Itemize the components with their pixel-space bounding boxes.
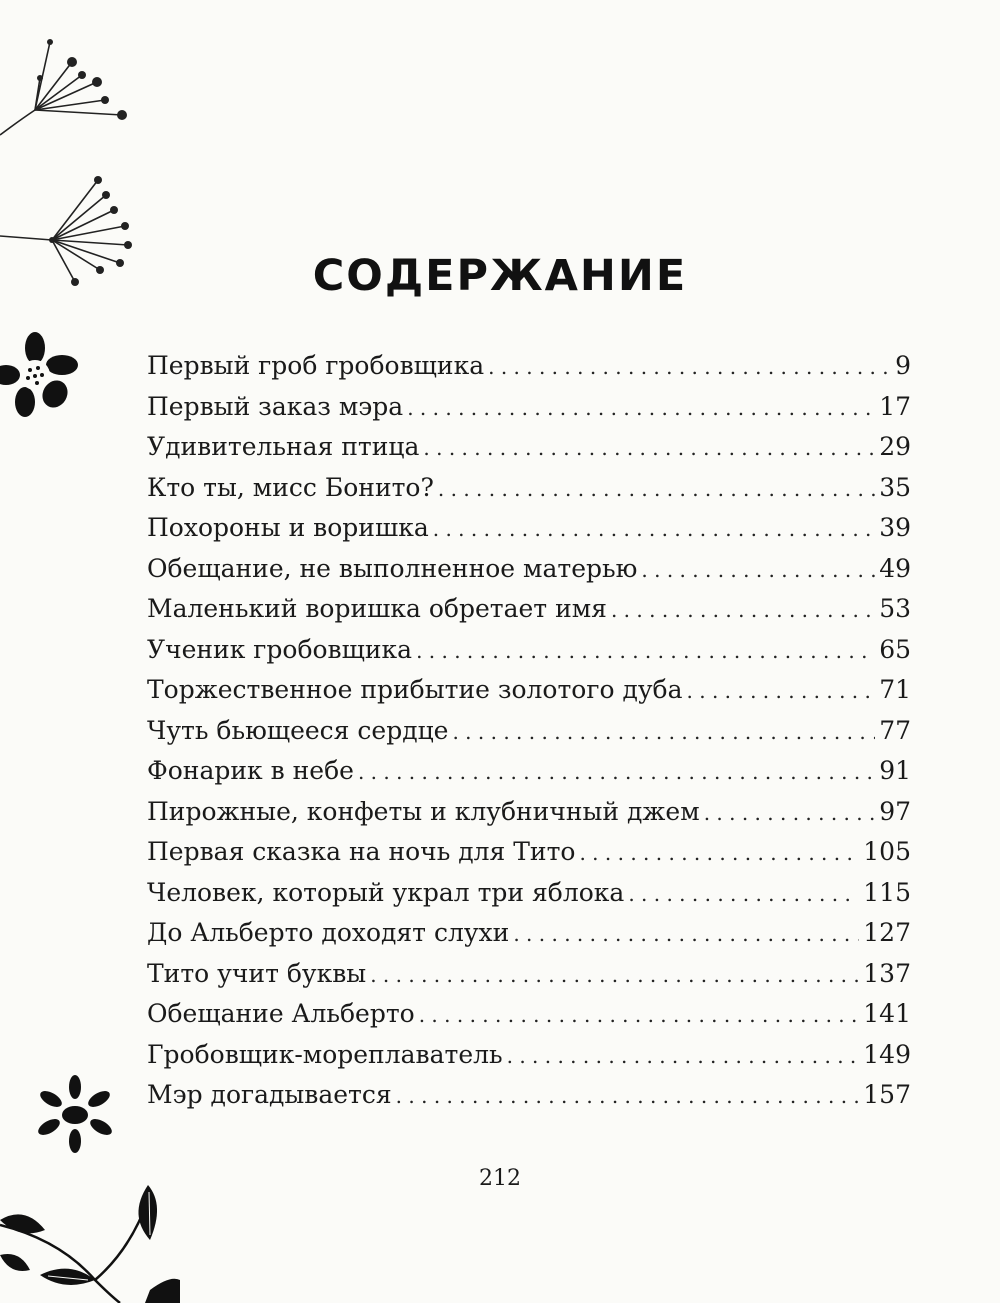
toc-entry[interactable]: [147, 589, 911, 630]
dot-leader: [687, 671, 876, 712]
toc-entry[interactable]: [147, 508, 911, 549]
toc-entry[interactable]: [147, 751, 911, 792]
dot-leader: [579, 833, 859, 874]
toc-entry-title: Торжественное прибытие золотого дуба: [147, 675, 683, 704]
dot-leader: [438, 469, 875, 510]
dot-leader: [507, 1036, 860, 1077]
toc-entry[interactable]: [147, 832, 911, 873]
toc-entry-title: Кто ты, мисс Бонито?: [147, 472, 434, 502]
toc-entry-title: Человек, который украл три яблока: [147, 877, 625, 907]
dot-leader: [452, 712, 875, 753]
dot-leader: [488, 347, 891, 388]
toc-entry-title: До Альберто доходят слухи: [147, 918, 510, 947]
toc-entry[interactable]: [147, 670, 911, 711]
toc-entry-title: Похороны и воришка: [147, 513, 429, 542]
toc-entry-title: Первый гроб гробовщика: [147, 351, 485, 380]
dot-leader: [423, 428, 875, 469]
toc-entry-page: 127: [863, 918, 911, 947]
toc-entry-title: Удивительная птица: [147, 432, 420, 461]
toc-entry[interactable]: [147, 792, 911, 833]
toc-entry-title: Обещание, не выполненное матерью: [147, 553, 638, 583]
toc-entry-title: Ученик гробовщика: [147, 634, 413, 664]
toc-entry[interactable]: [147, 427, 911, 468]
dot-leader: [370, 955, 859, 996]
toc-entry-title: Первая сказка на ночь для Тито: [147, 837, 576, 866]
dot-leader: [396, 1076, 860, 1117]
toc-entry[interactable]: [147, 711, 911, 752]
toc-entry-page: 149: [863, 1039, 911, 1069]
toc-entry-title: Чуть бьющееся сердце: [147, 715, 449, 745]
toc-entry[interactable]: [147, 468, 911, 509]
toc-entry-title: Пирожные, конфеты и клубничный джем: [147, 796, 700, 826]
toc-entry-title: Мэр догадывается: [147, 1080, 392, 1109]
toc-entry-title: Маленький воришка обретает имя: [147, 594, 607, 623]
toc-entry-page: 65: [879, 634, 911, 664]
toc-entry[interactable]: [147, 549, 911, 590]
black-flower-icon: [35, 1075, 115, 1155]
dandelion-sprig-icon: [0, 20, 140, 140]
toc-entry-page: 49: [879, 553, 911, 583]
toc-entry-page: 77: [879, 715, 911, 745]
toc-entry-page: 157: [863, 1080, 911, 1109]
toc-entry-title: Первый заказ мэра: [147, 391, 404, 421]
dot-leader: [611, 590, 875, 631]
dot-leader: [358, 752, 875, 793]
toc-entry[interactable]: [147, 994, 911, 1035]
toc-entry[interactable]: [147, 630, 911, 671]
toc-entry-page: 35: [879, 472, 911, 502]
toc-entry[interactable]: [147, 954, 911, 995]
toc-entry[interactable]: [147, 873, 911, 914]
dot-leader: [704, 793, 876, 834]
toc-entry[interactable]: [147, 346, 911, 387]
toc-entry-title: Фонарик в небе: [147, 756, 354, 785]
toc-entry-page: 29: [879, 432, 911, 461]
contents-heading: СОДЕРЖАНИЕ: [312, 250, 688, 301]
dot-leader: [628, 874, 859, 915]
toc-entry-page: 91: [879, 756, 911, 785]
dot-leader: [416, 631, 875, 672]
page-number: 212: [479, 1166, 521, 1191]
toc-entry[interactable]: [147, 387, 911, 428]
toc-entry-title: Обещание Альберто: [147, 999, 415, 1028]
toc-entry[interactable]: [147, 913, 911, 954]
dot-leader: [513, 914, 859, 955]
dot-leader: [641, 550, 875, 591]
toc-entry-page: 105: [863, 837, 911, 866]
dot-leader: [433, 509, 875, 550]
table-of-contents: [147, 346, 911, 1116]
toc-entry-page: 17: [879, 391, 911, 421]
dot-leader: [407, 388, 875, 429]
toc-entry-page: 53: [879, 594, 911, 623]
black-flower-icon: [0, 330, 80, 420]
toc-entry-page: 137: [863, 958, 911, 988]
toc-entry-page: 39: [879, 513, 911, 542]
leaf-branch-icon: [0, 1180, 180, 1303]
toc-entry-title: Гробовщик-мореплаватель: [147, 1039, 503, 1069]
toc-entry-page: 141: [863, 999, 911, 1028]
toc-entry-title: Тито учит буквы: [147, 958, 367, 988]
toc-entry-page: 97: [879, 796, 911, 826]
toc-entry[interactable]: [147, 1035, 911, 1076]
toc-entry-page: 9: [895, 351, 911, 380]
dot-leader: [419, 995, 860, 1036]
toc-entry[interactable]: [147, 1075, 911, 1116]
toc-entry-page: 71: [879, 675, 911, 704]
toc-entry-page: 115: [863, 877, 911, 907]
